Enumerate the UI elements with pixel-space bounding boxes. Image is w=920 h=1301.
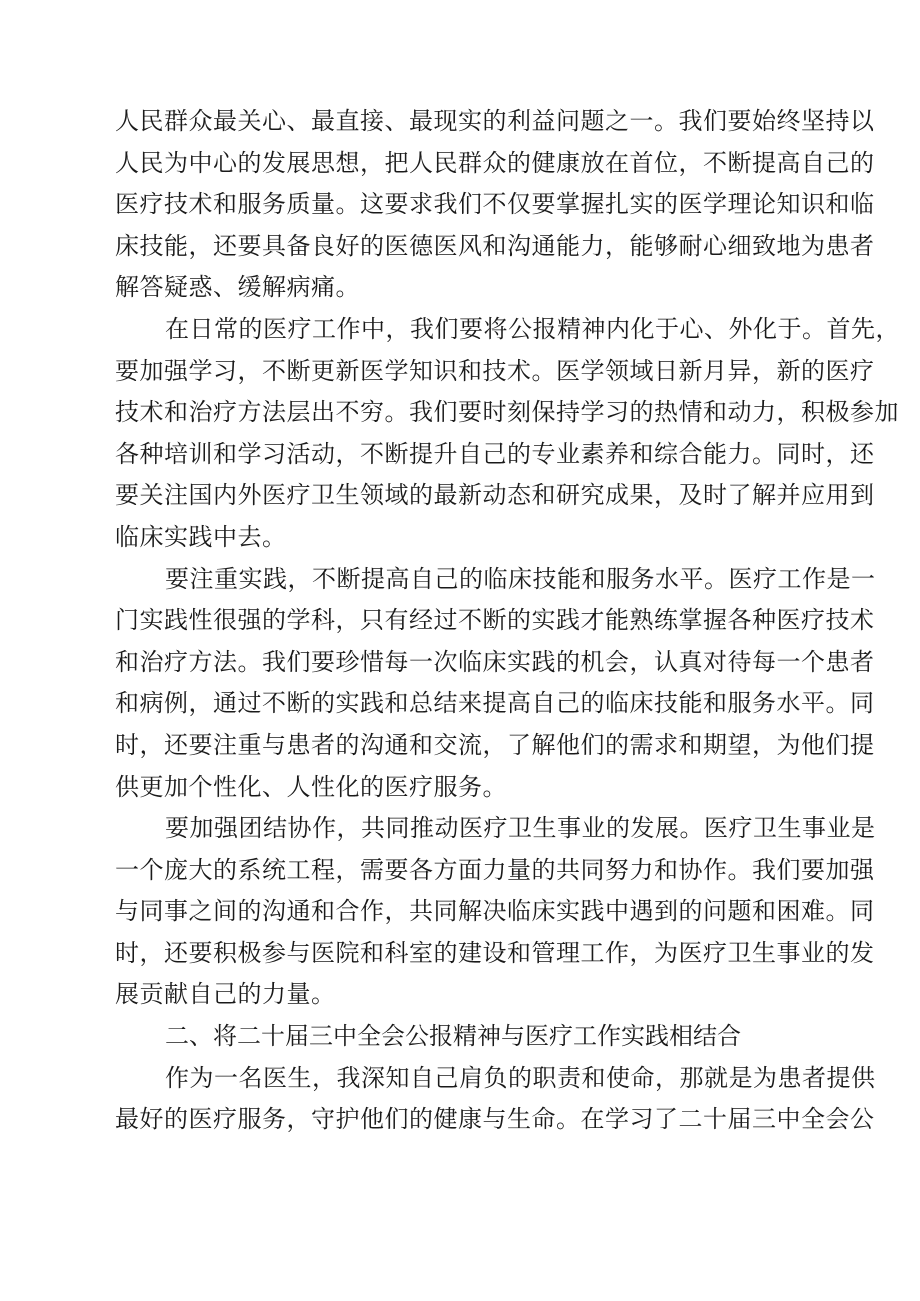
paragraph xyxy=(115,808,876,1016)
text-line: 时，还要积极参与医院和科室的建设和管理工作，为医疗卫生事业的发 xyxy=(115,938,875,967)
text-line: 展贡献自己的力量。 xyxy=(115,980,336,1009)
text-line: 要加强学习，不断更新医学知识和技术。医学领域日新月异，新的医疗 xyxy=(115,356,875,385)
text-line: 最好的医疗服务，守护他们的健康与生命。在学习了二十届三中全会公 xyxy=(115,1105,875,1134)
text-line: 供更加个性化、人性化的医疗服务。 xyxy=(115,772,507,801)
text-line: 技术和治疗方法层出不穷。我们要时刻保持学习的热情和动力，积极参加 xyxy=(115,398,899,427)
text-line: 和病例，通过不断的实践和总结来提高自己的临床技能和服务水平。同 xyxy=(115,689,875,718)
text-line: 临床实践中去。 xyxy=(115,522,287,551)
text-line: 要关注国内外医疗卫生领域的最新动态和研究成果，及时了解并应用到 xyxy=(115,481,875,510)
text-line: 医疗技术和服务质量。这要求我们不仅要掌握扎实的医学理论知识和临 xyxy=(115,190,875,219)
paragraph xyxy=(115,309,900,559)
document-body xyxy=(115,101,900,1141)
text-line: 与同事之间的沟通和合作，共同解决临床实践中遇到的问题和困难。同 xyxy=(115,897,875,926)
text-line: 和治疗方法。我们要珍惜每一次临床实践的机会，认真对待每一个患者 xyxy=(115,647,875,676)
paragraph xyxy=(115,1058,876,1141)
text-line: 时，还要注重与患者的沟通和交流，了解他们的需求和期望，为他们提 xyxy=(115,730,875,759)
paragraph xyxy=(115,559,876,809)
text-line: 各种培训和学习活动，不断提升自己的专业素养和综合能力。同时，还 xyxy=(115,439,875,468)
text-line: 在日常的医疗工作中，我们要将公报精神内化于心、外化于。首先， xyxy=(165,314,900,343)
text-line: 要加强团结协作，共同推动医疗卫生事业的发展。医疗卫生事业是 xyxy=(165,814,876,843)
text-line: 人民为中心的发展思想，把人民群众的健康放在首位，不断提高自己的 xyxy=(115,148,875,177)
text-line: 作为一名医生，我深知自己肩负的职责和使命，那就是为患者提供 xyxy=(165,1063,876,1092)
section-heading: 二、将二十届三中全会公报精神与医疗工作实践相结合 xyxy=(165,1022,741,1051)
text-line: 要注重实践，不断提高自己的临床技能和服务水平。医疗工作是一 xyxy=(165,564,876,593)
text-line: 床技能，还要具备良好的医德医风和沟通能力，能够耐心细致地为患者 xyxy=(115,231,875,260)
text-line: 解答疑惑、缓解病痛。 xyxy=(115,273,360,302)
paragraph xyxy=(115,101,875,309)
text-line: 人民群众最关心、最直接、最现实的利益问题之一。我们要始终坚持以 xyxy=(115,107,875,135)
text-line: 门实践性很强的学科，只有经过不断的实践才能熟练掌握各种医疗技术 xyxy=(115,606,875,635)
text-line: 一个庞大的系统工程，需要各方面力量的共同努力和协作。我们要加强 xyxy=(115,855,875,884)
